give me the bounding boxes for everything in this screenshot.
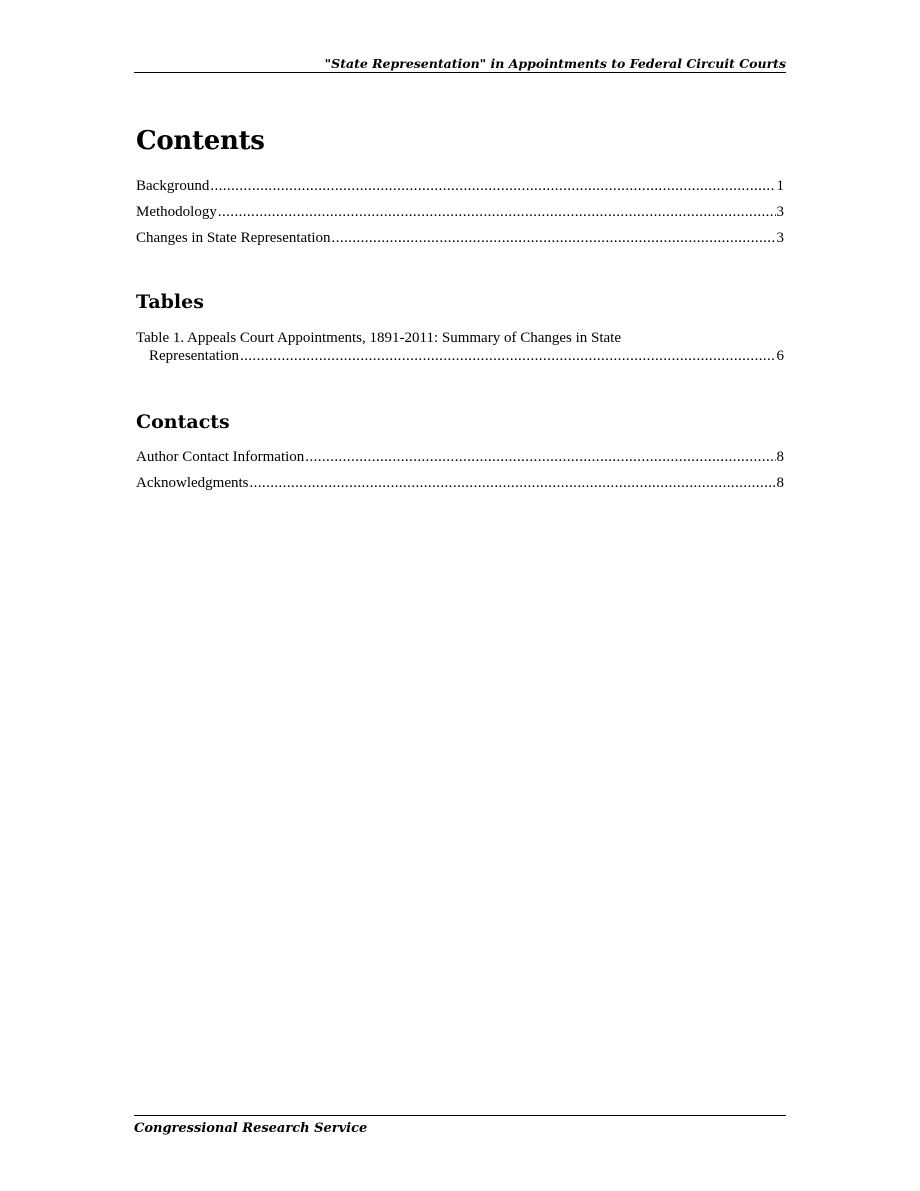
toc-entry-methodology[interactable] bbox=[136, 203, 784, 221]
tables-heading: Tables bbox=[136, 291, 204, 313]
toc-entry-label-line1: Table 1. Appeals Court Appointments, 1891-2011: Summary of Changes in State bbox=[136, 330, 622, 346]
running-header-title: "State Representation" in Appointments to Federal Circuit Courts bbox=[324, 56, 786, 71]
running-header bbox=[134, 55, 786, 73]
toc-entry-author-contact-information[interactable] bbox=[136, 448, 784, 466]
dot-leader bbox=[210, 177, 775, 195]
footer-text: Congressional Research Service bbox=[134, 1121, 368, 1136]
toc-entry-page: 3 bbox=[776, 230, 784, 246]
toc-entry-page: 8 bbox=[776, 475, 784, 491]
dot-leader bbox=[332, 229, 776, 247]
toc-entry-page: 6 bbox=[776, 348, 784, 364]
toc-entry-label-line2: Representation bbox=[149, 348, 239, 364]
dot-leader bbox=[305, 448, 775, 466]
contents-heading: Contents bbox=[136, 126, 265, 156]
dot-leader bbox=[240, 347, 776, 365]
contacts-heading: Contacts bbox=[136, 411, 230, 433]
toc-entry-page: 3 bbox=[776, 204, 784, 220]
toc-entry-background[interactable] bbox=[136, 177, 784, 195]
dot-leader bbox=[218, 203, 776, 221]
toc-entry-label: Author Contact Information bbox=[136, 449, 305, 465]
toc-entry-table-1[interactable] bbox=[136, 329, 784, 365]
page-footer bbox=[134, 1115, 786, 1137]
dot-leader bbox=[249, 474, 775, 492]
toc-entry-page: 8 bbox=[776, 449, 784, 465]
toc-entry-page: 1 bbox=[776, 178, 784, 194]
toc-entry-label: Acknowledgments bbox=[136, 475, 249, 491]
toc-entry-label: Background bbox=[136, 178, 210, 194]
toc-entry-label-line2-wrapper bbox=[136, 347, 784, 365]
toc-entry-label: Changes in State Representation bbox=[136, 230, 331, 246]
toc-entry-acknowledgments[interactable] bbox=[136, 474, 784, 492]
toc-entry-label: Methodology bbox=[136, 204, 217, 220]
toc-entry-changes-in-state-representation[interactable] bbox=[136, 229, 784, 247]
